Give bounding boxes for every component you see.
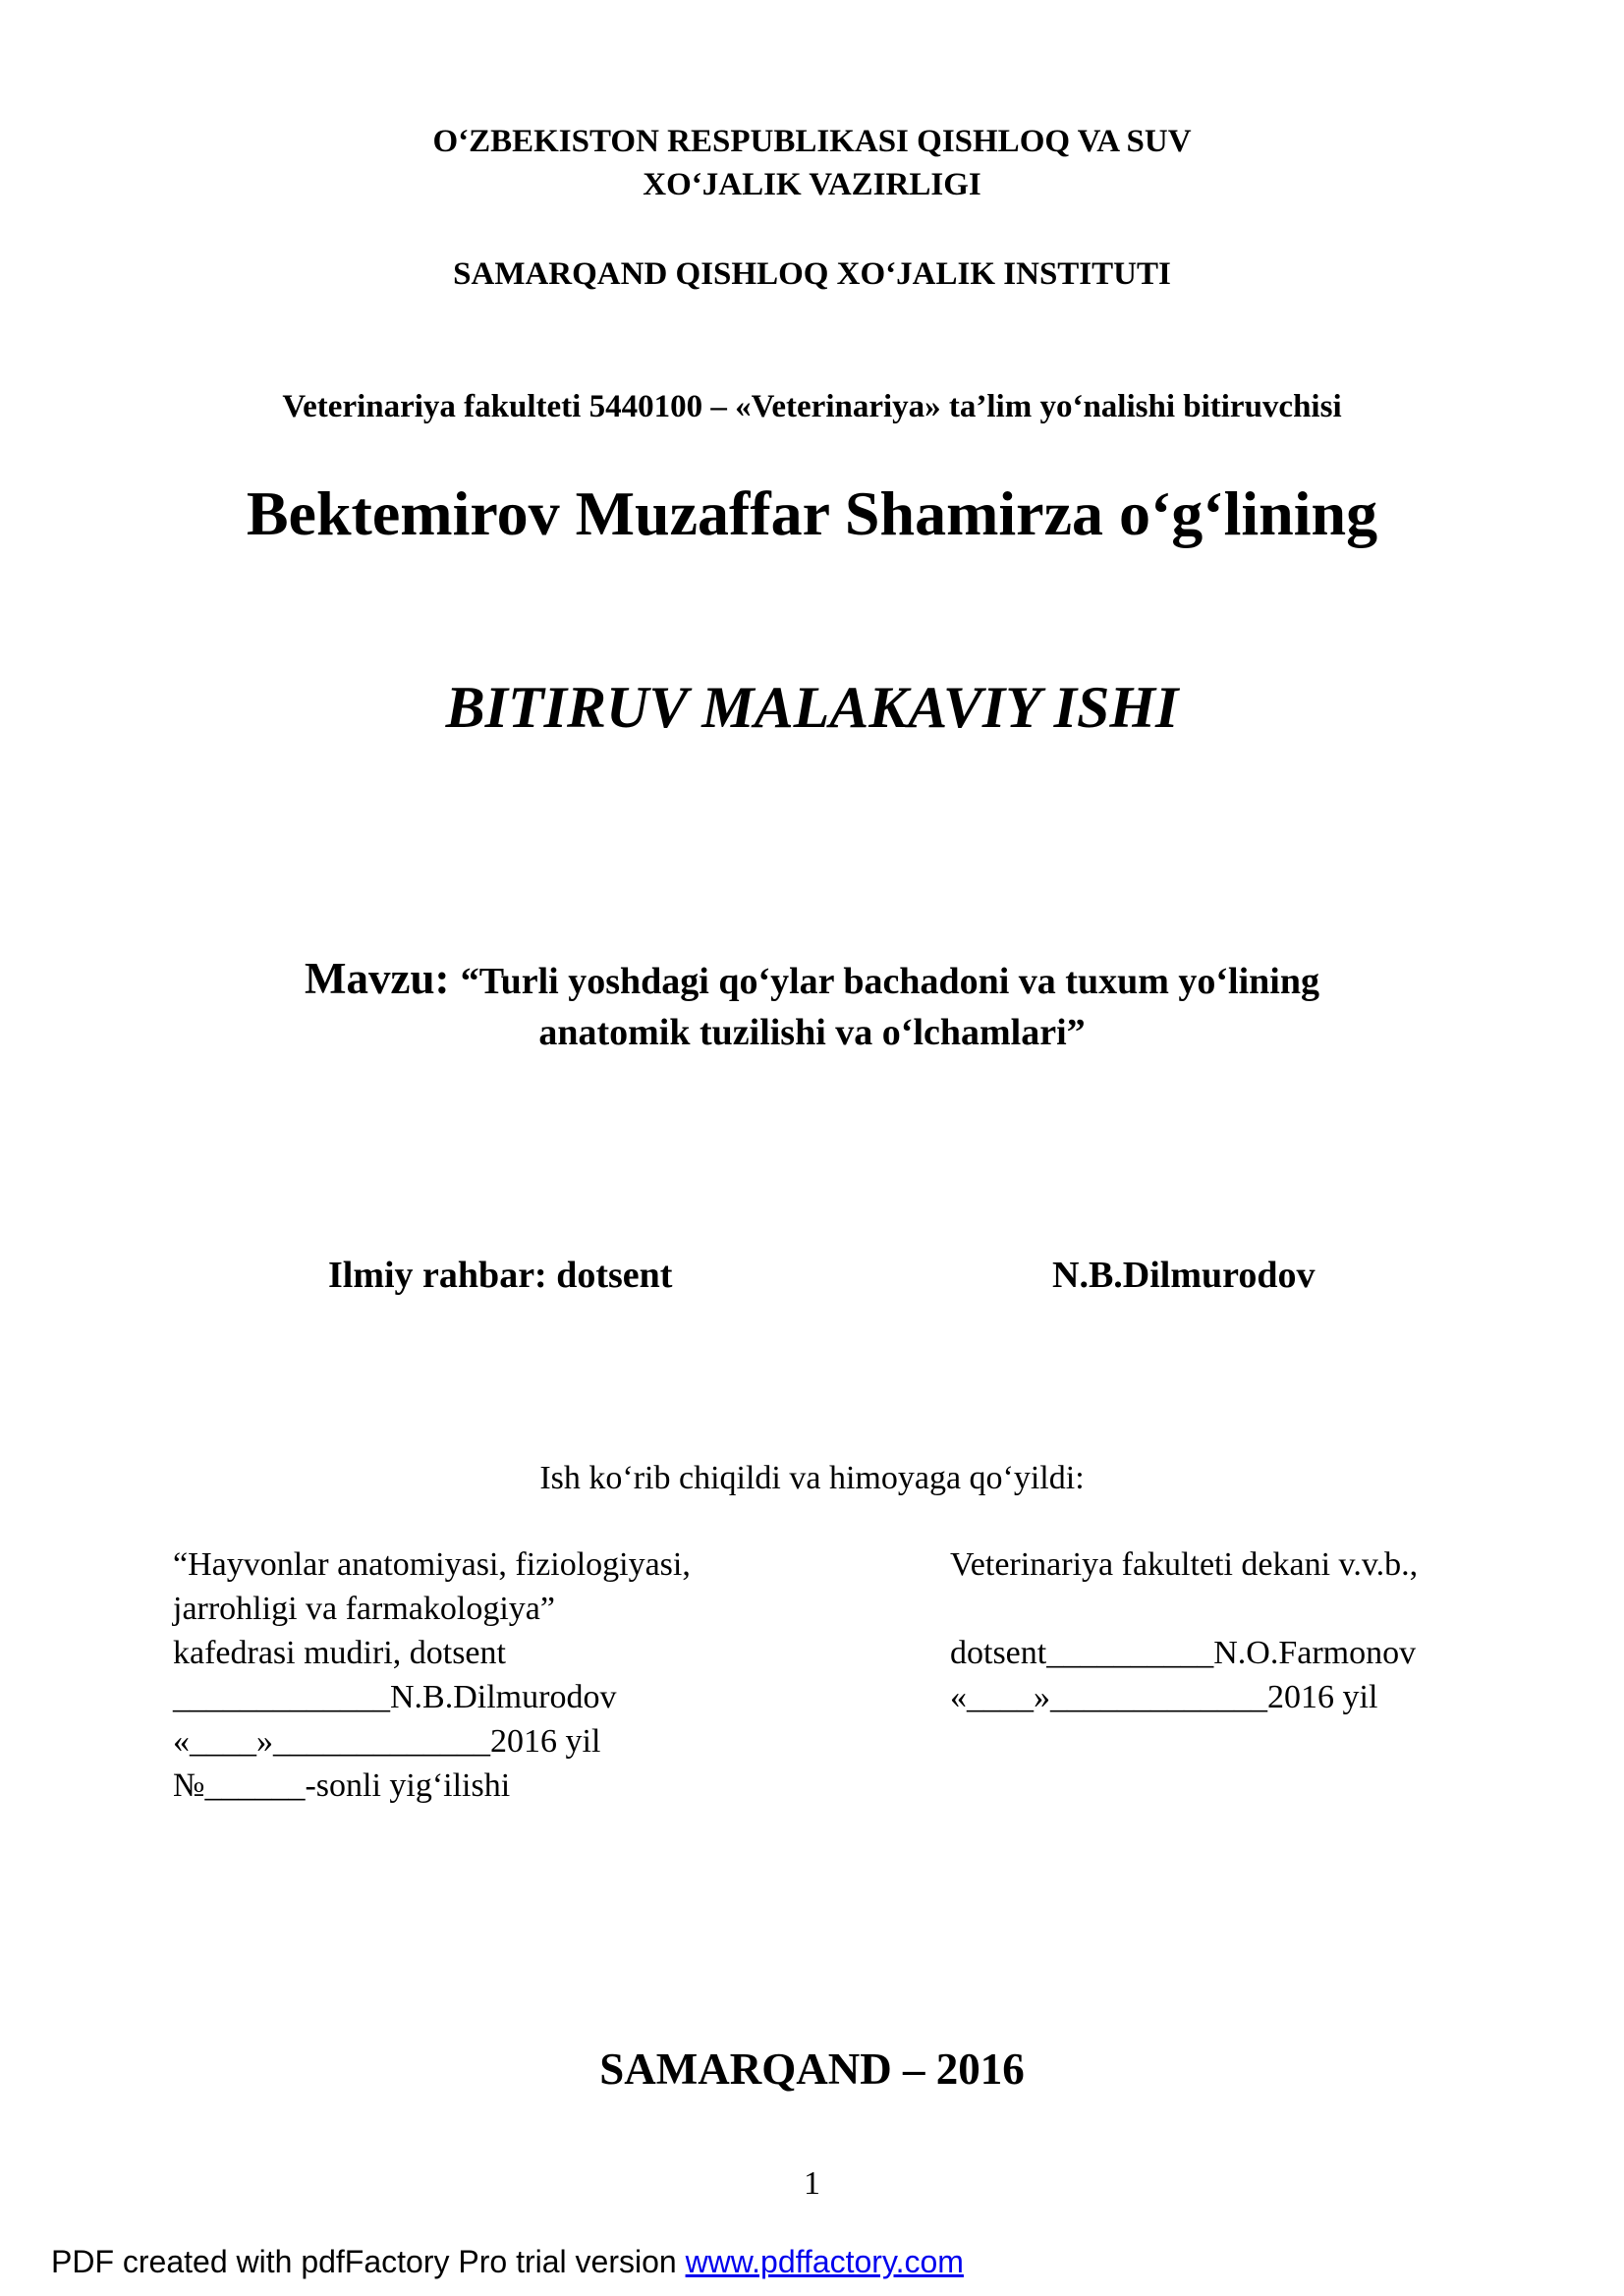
review-note: Ish ko‘rib chiqildi va himoyaga qo‘yildi: [539,1460,1085,1496]
department-approval-block [173,1542,691,1808]
ministry-line-1: O‘ZBEKISTON RESPUBLIKASI QISHLOQ VA SUV [432,124,1192,159]
department-date-line: «____»_____________2016 yil [173,1723,601,1760]
topic-text-line-1: “Turli yoshdagi qo‘ylar bachadoni va tuxum yo‘lining [460,961,1319,1002]
city-year: SAMARQAND – 2016 [599,2044,1025,2094]
work-title: BITIRUV MALAKAVIY ISHI [445,675,1179,740]
footer-link[interactable]: www.pdffactory.com [685,2244,964,2279]
pdf-footer [51,2244,964,2280]
department-line-1: “Hayvonlar anatomiyasi, fiziologiyasi, [173,1546,691,1583]
dean-spacer [950,1587,1418,1631]
page-number: 1 [804,2165,820,2202]
department-line-2: jarrohligi va farmakologiya” [173,1591,555,1627]
footer-text: PDF created with pdfFactory Pro trial version [51,2244,686,2279]
topic-label: Mavzu: [305,954,461,1003]
topic-block [0,953,1624,1058]
dean-line-1: Veterinariya fakulteti dekani v.v.b., [950,1546,1419,1583]
dean-date-line: «____»_____________2016 yil [950,1679,1378,1715]
faculty-line: Veterinariya fakulteti 5440100 – «Veterinariya» ta’lim yo‘nalishi bitiruvchisi [282,389,1342,424]
department-line-3: kafedrasi mudiri, dotsent [173,1635,506,1671]
topic-line-1 [0,953,1624,1007]
ministry-line-2: XO‘JALIK VAZIRLIGI [643,167,981,202]
ministry-heading [0,120,1624,206]
institute-heading: SAMARQAND QISHLOQ XO‘JALIK INSTITUTI [453,256,1171,292]
dean-signature-line: dotsent__________N.O.Farmonov [950,1635,1417,1671]
topic-text-line-2: anatomik tuzilishi va o‘lchamlari” [538,1012,1086,1053]
supervisor-name: N.B.Dilmurodov [1052,1255,1316,1296]
dean-approval-block [950,1542,1418,1719]
department-signature-line: _____________N.B.Dilmurodov [173,1679,617,1715]
department-meeting-line: №______-sonli yig‘ilishi [173,1767,511,1804]
supervisor-label: Ilmiy rahbar: dotsent [328,1255,673,1296]
student-name: Bektemirov Muzaffar Shamirza o‘g‘lining [246,478,1378,548]
